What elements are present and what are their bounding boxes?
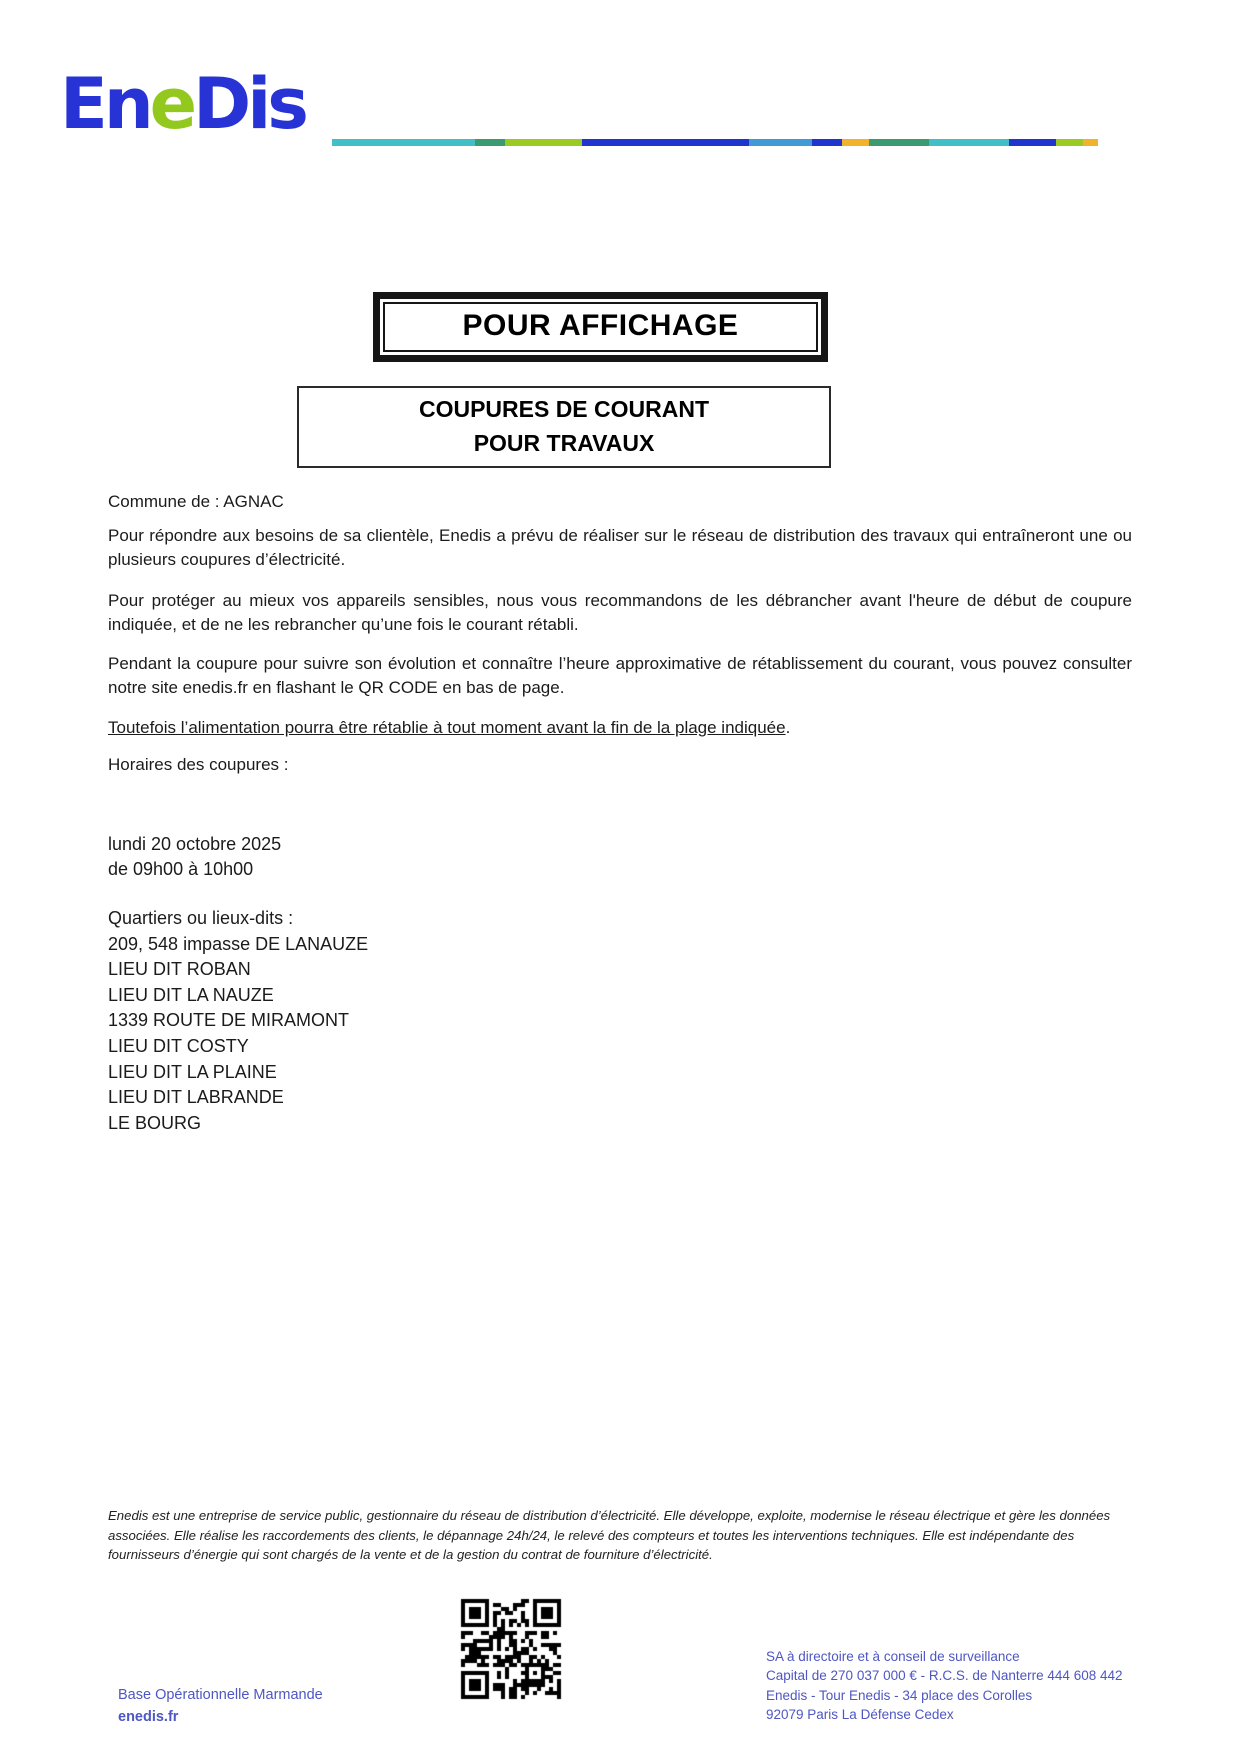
schedule-block (108, 832, 281, 882)
brand-line-segment (1056, 139, 1083, 146)
banner-coupures-line1: COUPURES DE COURANT (418, 396, 710, 422)
advice-paragraph: Pour protéger au mieux vos appareils sensibles, nous vous recommandons de les débrancher avant l'heure de début de coupure indiquée, et de ne les rebrancher qu’une fois le courant rétabli. (108, 591, 1132, 634)
brand-line-segment (749, 139, 812, 146)
brand-line-segment (1009, 139, 1056, 146)
about-enedis-paragraph: Enedis est une entreprise de service public, gestionnaire du réseau de distribution d’électricité. Elle développe, exploite, modernise le réseau électrique et gère les données associées. Elle réalise les raccordements des clients, le dépannage 24h/24, le relevé des compteurs et toutes les interventions techniques. Elle est indépendante des fournisseurs d’énergie qui sont chargés de la vente et de la gestion du contrat de fourniture d’électricité. (108, 1508, 1111, 1562)
quartier-item: LIEU DIT COSTY (108, 1035, 249, 1056)
quartiers-block (108, 906, 368, 1136)
brand-line-segment (582, 139, 749, 146)
banner-pour-affichage-label: POUR AFFICHAGE (383, 302, 818, 352)
base-operationnelle-label: Base Opérationnelle Marmande (118, 1687, 323, 1703)
brand-line-segment (332, 139, 475, 146)
logo-text-dis: Dis (193, 63, 305, 145)
brand-line-segment (475, 139, 505, 146)
qr-code-image (459, 1597, 563, 1701)
schedule-time: de 09h00 à 10h00 (108, 859, 254, 879)
legal-line: Capital de 270 037 000 € - R.C.S. de Nanterre 444 608 442 (766, 1668, 1123, 1684)
footer-legal-block (766, 1647, 1123, 1725)
notice-paragraph (108, 716, 790, 740)
commune-line: Commune de : AGNAC (108, 492, 284, 511)
quartiers-label: Quartiers ou lieux-dits : (108, 908, 294, 928)
quartier-item: LIEU DIT LABRANDE (108, 1087, 284, 1108)
brand-line-segment (929, 139, 1009, 146)
quartier-item: LE BOURG (108, 1112, 202, 1133)
schedule-date: lundi 20 octobre 2025 (108, 834, 282, 854)
quartier-item: LIEU DIT LA PLAINE (108, 1061, 277, 1082)
brand-line-segment (1083, 139, 1098, 146)
logo-text-e: e (149, 63, 194, 145)
brand-line-segment (842, 139, 869, 146)
brand-line-segment (505, 139, 582, 146)
banner-coupures-line2: POUR TRAVAUX (473, 430, 655, 456)
legal-line: 92079 Paris La Défense Cedex (766, 1707, 954, 1723)
quartier-item: 1339 ROUTE DE MIRAMONT (108, 1010, 350, 1031)
brand-color-line (332, 139, 1098, 146)
quartier-item: LIEU DIT ROBAN (108, 959, 251, 980)
notice-underlined-text: Toutefois l’alimentation pourra être rétablie à tout moment avant la fin de la plage indiquée (108, 718, 786, 737)
horaires-label: Horaires des coupures : (108, 755, 289, 774)
banner-coupures (297, 386, 831, 468)
banner-pour-affichage (373, 292, 828, 362)
enedis-fr-label: enedis.fr (118, 1709, 179, 1725)
brand-line-segment (869, 139, 929, 146)
qrcode-info-paragraph: Pendant la coupure pour suivre son évolution et connaître l’heure approximative de rétablissement du courant, vous pouvez consulter notre site enedis.fr en flashant le QR CODE en bas de page. (108, 654, 1132, 697)
logo-text-en: En (60, 63, 150, 145)
quartier-item: 209, 548 impasse DE LANAUZE (108, 933, 369, 954)
qr-code (459, 1597, 563, 1701)
quartier-item: LIEU DIT LA NAUZE (108, 984, 274, 1005)
brand-line-segment (812, 139, 842, 146)
enedis-logo (60, 64, 305, 144)
intro-paragraph: Pour répondre aux besoins de sa clientèle, Enedis a prévu de réaliser sur le réseau de distribution des travaux qui entraîneront une ou plusieurs coupures d’électricité. (108, 526, 1132, 569)
footer-left-block (118, 1684, 323, 1728)
legal-line: SA à directoire et à conseil de surveillance (766, 1649, 1020, 1664)
legal-line: Enedis - Tour Enedis - 34 place des Corolles (766, 1687, 1033, 1703)
notice-period: . (785, 718, 791, 737)
